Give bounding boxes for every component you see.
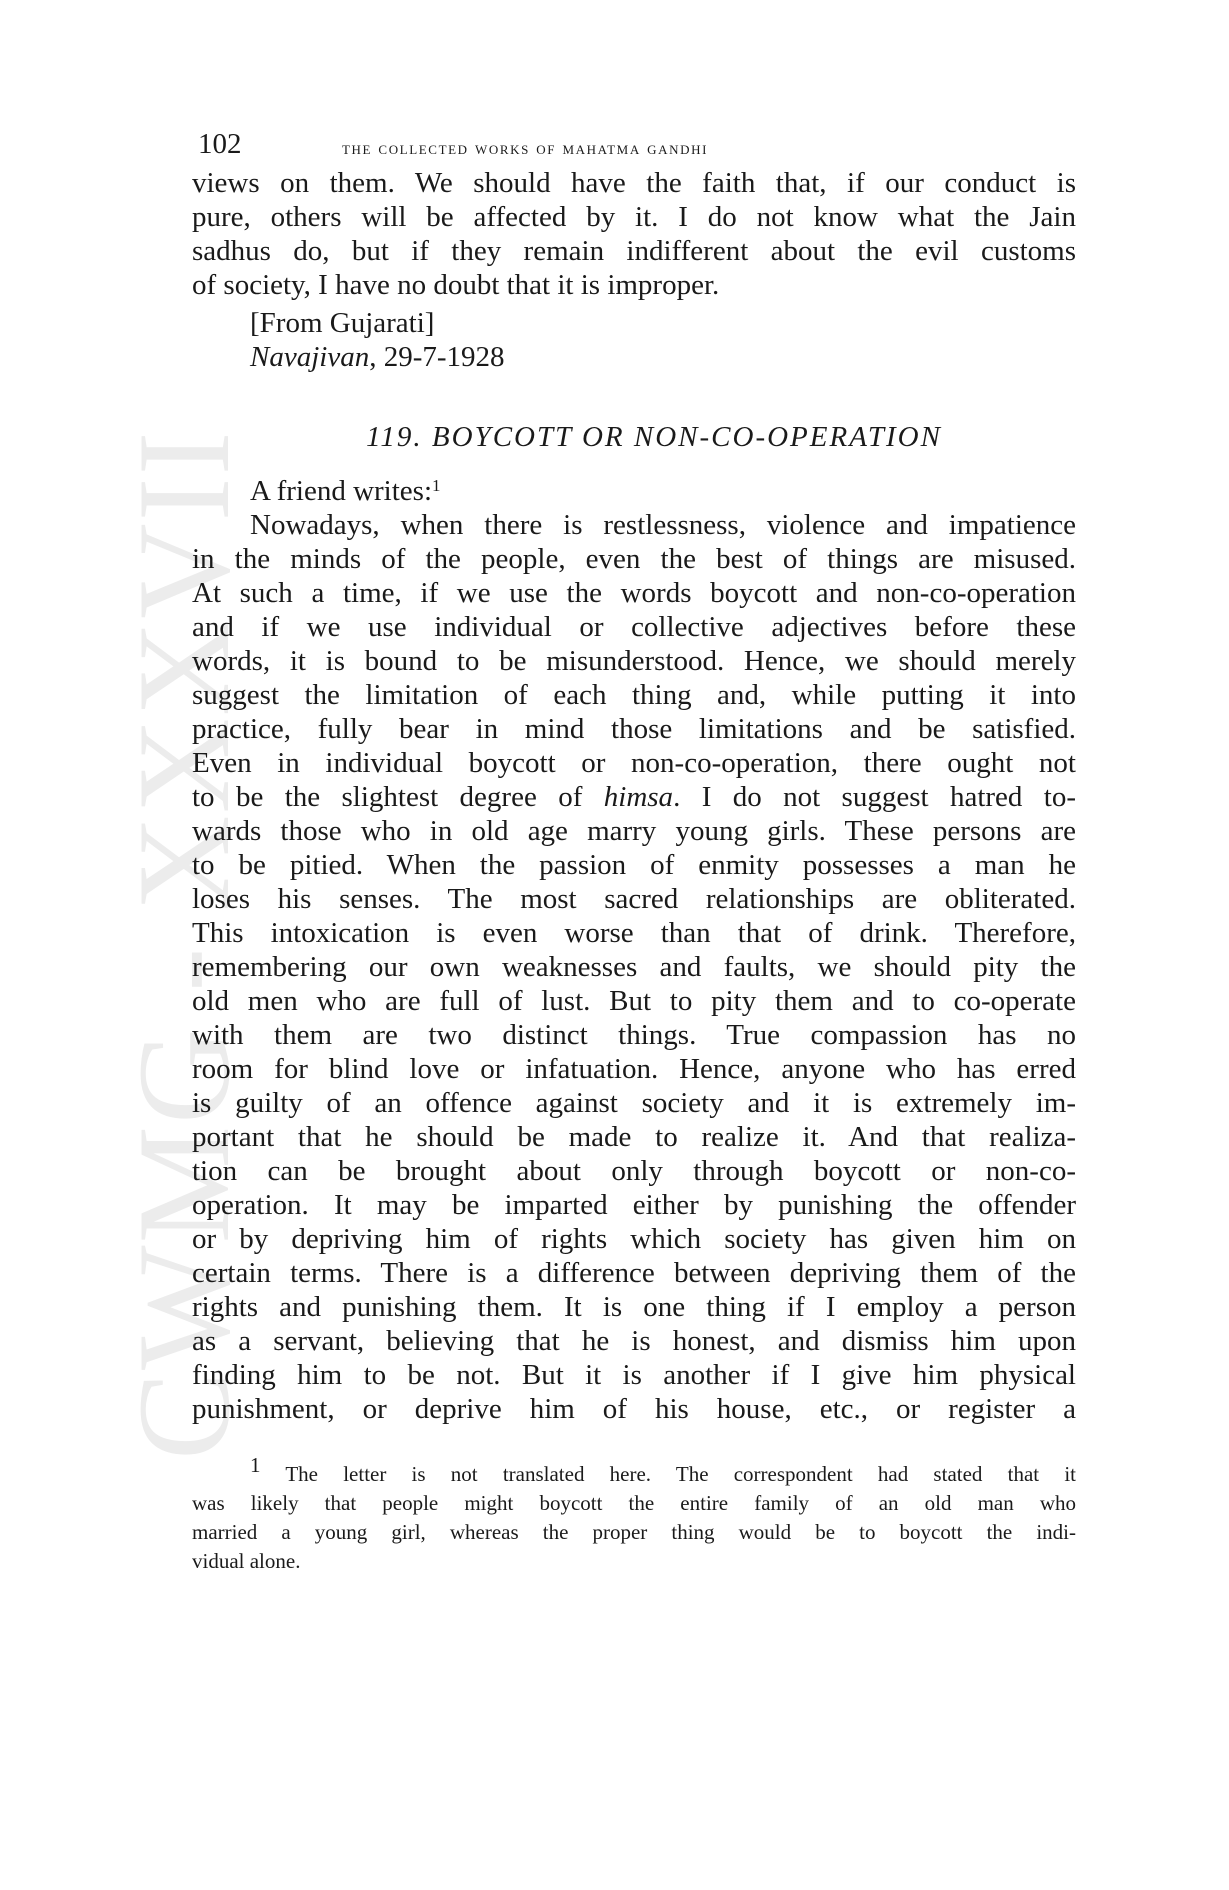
- section-number: 119.: [366, 421, 423, 453]
- text-line: punishment, or deprive him of his house, etc., or register a: [192, 1393, 1076, 1425]
- continuation-paragraph: [192, 166, 1076, 302]
- text-line: Even in individual boycott or non-co-operation, there ought not: [192, 747, 1076, 779]
- section-title: BOYCOTT OR NON-CO-OPERATION: [431, 421, 942, 453]
- watermark: CWMG - XXXVII: [110, 429, 257, 1461]
- source-date: , 29-7-1928: [369, 341, 505, 373]
- footnote-text: The letter is not translated here. The correspondent had stated that it: [285, 1462, 1076, 1486]
- intro-line: [192, 474, 1076, 508]
- text-line: with them are two distinct things. True compassion has no: [192, 1019, 1076, 1051]
- text-fragment: to be the slightest degree of: [192, 781, 604, 813]
- text-line: wards those who in old age marry young girls. These persons are: [192, 815, 1076, 847]
- source-citation: [192, 340, 1076, 374]
- text-line: rights and punishing them. It is one thing if I employ a person: [192, 1291, 1076, 1323]
- intro-text: A friend writes:: [250, 475, 433, 507]
- text-line: pure, others will be affected by it. I do not know what the Jain: [192, 201, 1076, 233]
- text-line: loses his senses. The most sacred relationships are obliterated.: [192, 883, 1076, 915]
- text-line: to be pitied. When the passion of enmity possesses a man he: [192, 849, 1076, 881]
- text-line: views on them. We should have the faith that, if our conduct is: [192, 167, 1076, 199]
- text-line: finding him to be not. But it is another if I give him physical: [192, 1359, 1076, 1391]
- source-language: [From Gujarati]: [250, 307, 435, 339]
- text-line: tion can be brought about only through boycott or non-co-: [192, 1155, 1076, 1187]
- text-line: of society, I have no doubt that it is improper.: [192, 269, 720, 301]
- text-line: Nowadays, when there is restlessness, violence and impatience: [250, 509, 1076, 541]
- footnote-line: married a young girl, whereas the proper thing would be to boycott the indi-: [192, 1520, 1076, 1544]
- text-line: operation. It may be imparted either by punishing the offender: [192, 1189, 1076, 1221]
- text-line: as a servant, believing that he is honest, and dismiss him upon: [192, 1325, 1076, 1357]
- text-line: remembering our own weaknesses and faults, we should pity the: [192, 951, 1076, 983]
- footnote-mark: 1: [250, 1453, 261, 1477]
- text-line: words, it is bound to be misunderstood. Hence, we should merely: [192, 645, 1076, 677]
- text-line-himsa: [192, 780, 1076, 814]
- page-number: 102: [198, 128, 242, 160]
- text-line: practice, fully bear in mind those limitations and be satisfied.: [192, 713, 1076, 745]
- text-line: sadhus do, but if they remain indifferent about the evil customs: [192, 235, 1076, 267]
- himsa-term: himsa: [603, 781, 674, 813]
- footnote-line: vidual alone.: [192, 1549, 301, 1573]
- text-line: portant that he should be made to realize it. And that realiza-: [192, 1121, 1076, 1153]
- text-line: old men who are full of lust. But to pity them and to co-operate: [192, 985, 1076, 1017]
- page: [192, 120, 1076, 1576]
- running-head-title: the collected works of mahatma gandhi: [342, 138, 709, 159]
- running-head: [192, 120, 1076, 160]
- text-line: and if we use individual or collective adjectives before these: [192, 611, 1076, 643]
- footnote-reference: 1: [432, 476, 441, 495]
- footnote-line: [192, 1453, 1076, 1489]
- section-heading: [192, 420, 1076, 454]
- footnote-line: was likely that people might boycott the entire family of an old man who: [192, 1491, 1076, 1515]
- text-line: suggest the limitation of each thing and, while putting it into: [192, 679, 1076, 711]
- source-journal: Navajivan: [250, 341, 370, 373]
- text-line: or by depriving him of rights which society has given him on: [192, 1223, 1076, 1255]
- footnote: [192, 1453, 1076, 1576]
- text-line: room for blind love or infatuation. Hence, anyone who has erred: [192, 1053, 1076, 1085]
- text-fragment: . I do not suggest hatred to-: [673, 781, 1076, 813]
- text-line: At such a time, if we use the words boycott and non-co-operation: [192, 577, 1076, 609]
- text-line: This intoxication is even worse than that of drink. Therefore,: [192, 917, 1076, 949]
- text-line: is guilty of an offence against society and it is extremely im-: [192, 1087, 1076, 1119]
- quoted-letter: [192, 508, 1076, 1426]
- text-line: in the minds of the people, even the best of things are misused.: [192, 543, 1076, 575]
- text-line: certain terms. There is a difference between depriving them of the: [192, 1257, 1076, 1289]
